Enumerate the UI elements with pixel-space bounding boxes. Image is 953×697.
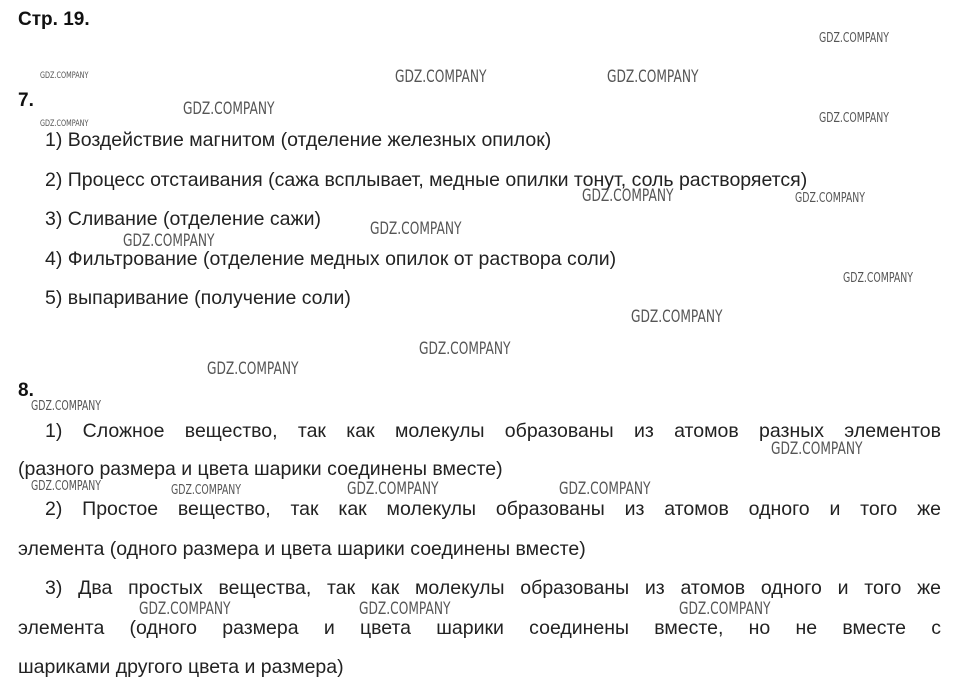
watermark: GDZ.COMPANY: [31, 399, 101, 414]
task-7-item-5: 5) выпаривание (получение соли): [45, 287, 351, 309]
watermark: GDZ.COMPANY: [370, 219, 462, 239]
task-7-item-3: 3) Сливание (отделение сажи): [45, 208, 321, 230]
task-7-item-4: 4) Фильтрование (отделение медных опилок от раствора соли): [45, 248, 617, 270]
watermark: GDZ.COMPANY: [679, 599, 771, 619]
watermark: GDZ.COMPANY: [582, 186, 674, 206]
task-8-line-3-text: 2) Простое вещество, так как молекулы образованы из атомов одного и того же: [45, 498, 941, 520]
watermark: GDZ.COMPANY: [347, 479, 439, 499]
watermark: GDZ.COMPANY: [40, 71, 89, 81]
watermark: GDZ.COMPANY: [843, 271, 913, 286]
task-8-line-3: [18, 497, 941, 521]
watermark: GDZ.COMPANY: [631, 307, 723, 327]
watermark: GDZ.COMPANY: [819, 31, 889, 46]
watermark: GDZ.COMPANY: [123, 231, 215, 251]
task-7-item-2: 2) Процесс отстаивания (сажа всплывает, медные опилки тонут, соль растворяется): [45, 169, 808, 191]
task-number-7: 7.: [18, 90, 34, 111]
task-number-8: 8.: [18, 380, 34, 401]
watermark: GDZ.COMPANY: [40, 119, 89, 129]
watermark: GDZ.COMPANY: [395, 67, 487, 87]
task-8-line-1-text: 1) Сложное вещество, так как молекулы образованы из атомов разных элементов: [45, 420, 941, 442]
task-8-line-7: шариками другого цвета и размера): [18, 656, 344, 678]
task-8-line-6-text: элемента (одного размера и цвета шарики соединены вместе, но не вместе с: [18, 617, 941, 639]
task-8-line-4: элемента (одного размера и цвета шарики соединены вместе): [18, 538, 586, 560]
watermark: GDZ.COMPANY: [359, 599, 451, 619]
task-8-line-6: [18, 616, 941, 640]
task-8-line-5: [18, 576, 941, 600]
watermark: GDZ.COMPANY: [207, 359, 299, 379]
watermark: GDZ.COMPANY: [607, 67, 699, 87]
watermark: GDZ.COMPANY: [795, 191, 865, 206]
task-8-line-2: (разного размера и цвета шарики соединены вместе): [18, 458, 503, 480]
watermark: GDZ.COMPANY: [31, 479, 101, 494]
watermark: GDZ.COMPANY: [771, 439, 863, 459]
page-title: Стр. 19.: [18, 9, 90, 30]
watermark: GDZ.COMPANY: [419, 339, 511, 359]
task-8-line-1: [18, 419, 941, 443]
watermark: GDZ.COMPANY: [183, 99, 275, 119]
task-7-item-1: 1) Воздействие магнитом (отделение железных опилок): [45, 129, 552, 151]
watermark: GDZ.COMPANY: [559, 479, 651, 499]
task-8-line-5-text: 3) Два простых вещества, так как молекулы образованы из атомов одного и того же: [45, 577, 941, 599]
watermark: GDZ.COMPANY: [819, 111, 889, 126]
watermark: GDZ.COMPANY: [139, 599, 231, 619]
watermark: GDZ.COMPANY: [171, 483, 241, 498]
